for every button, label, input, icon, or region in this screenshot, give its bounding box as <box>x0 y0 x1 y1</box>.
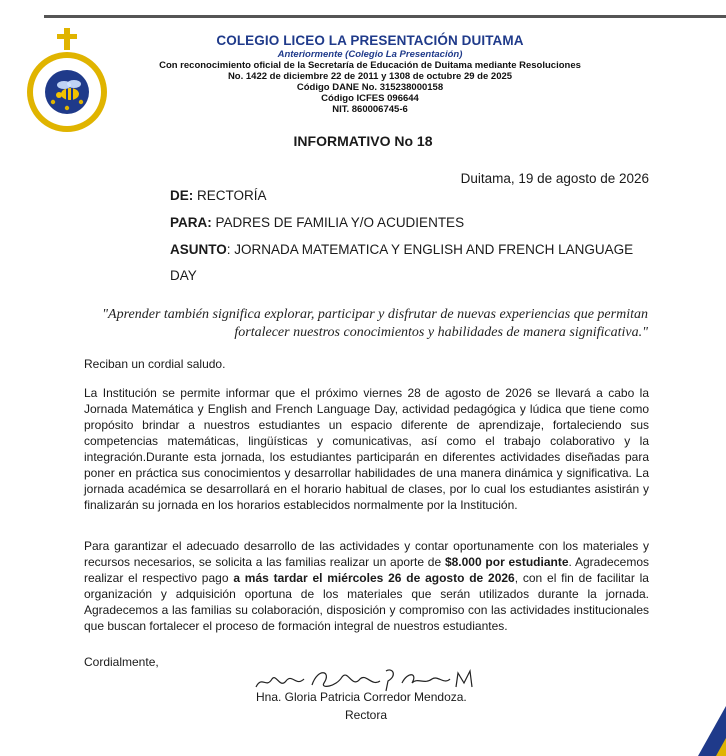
resolutions-line: No. 1422 de diciembre 22 de 2011 y 1308 de octubre 29 de 2025 <box>227 71 513 82</box>
document-date: Duitama, 19 de agosto de 2026 <box>460 171 649 186</box>
header-rule <box>44 15 726 18</box>
signer-role: Rectora <box>345 708 388 722</box>
nit-number: NIT. 860006745-6 <box>332 104 408 115</box>
from-field: DE: RECTORÍA <box>170 188 267 203</box>
corner-decoration-icon <box>686 686 726 756</box>
epigraph-quote: "Aprender también significa explorar, participar y disfrutar de nuevas experiencias que permitan fortalecer nuestros conocimientos y habilidades de manera significativa." <box>102 307 648 340</box>
contribution-amount: $8.000 por estudiante <box>444 555 569 569</box>
school-name: COLEGIO LICEO LA PRESENTACIÓN DUITAMA <box>216 33 524 48</box>
signer-name: Hna. Gloria Patricia Corredor Mendoza. <box>256 690 467 704</box>
body-paragraph-1: La Institución se permite informar que el próximo viernes 28 de agosto de 2026 se llevará a cabo la Jornada Matemática y English and French Language Day, actividad pedagógica y lúdica que tiene como propósito brindar a nuestros estudiantes un espacio diferente de aprendizaje, fortaleciendo sus competencias matemáticas, lingüísticas y comunicativas, así como el trabajo colaborativo y la integración.Durante esta jornada, los estudiantes participarán en diferentes actividades diseñadas para poner en práctica sus conocimientos y desarrollar habilidades de una manera dinámica y significativa. La jornada académica se desarrollará en el horario habitual de clases, por lo cual los estudiantes asistirán y finalizarán su jornada en los horarios establecidos normalmente por la Institución. <box>84 386 649 512</box>
dane-code: Código DANE No. 315238000158 <box>296 82 444 93</box>
payment-deadline: a más tardar el miércoles 26 de agosto de 2026 <box>233 571 515 585</box>
document-title: INFORMATIVO No 18 <box>293 133 433 149</box>
school-crest-icon <box>22 26 114 134</box>
closing-salutation: Cordialmente, <box>84 655 159 669</box>
subject-field-continued: DAY <box>170 268 197 283</box>
school-former-name: Anteriormente (Colegio La Presentación) <box>277 49 463 60</box>
icfes-code: Código ICFES 096644 <box>321 93 419 104</box>
greeting: Reciban un cordial saludo. <box>84 357 226 371</box>
subject-field: ASUNTO: JORNADA MATEMATICA Y ENGLISH AND FRENCH LANGUAGE <box>170 242 634 257</box>
body-paragraph-2: Para garantizar el adecuado desarrollo de las actividades y contar oportunamente con los materiales y recursos necesarios, se solicita a las familias realizar un aporte de $8.000 por estudiante. Agradecemos realizar el respectivo pago a más tardar el miércoles 26 de agosto de 2026, con el fin de facilitar la organización y adquisición oportuna de los materiales que serán utilizados durante la jornada. Agradecemos a las familias su colaboración, disposición y compromiso con las actividades institucionales que buscan fortalecer el proceso de formación integral de nuestros estudiantes. <box>84 539 650 633</box>
to-field: PARA: PADRES DE FAMILIA Y/O ACUDIENTES <box>170 215 465 230</box>
official-recognition: Con reconocimiento oficial de la Secretaría de Educación de Duitama mediante Resoluciones <box>159 60 581 71</box>
